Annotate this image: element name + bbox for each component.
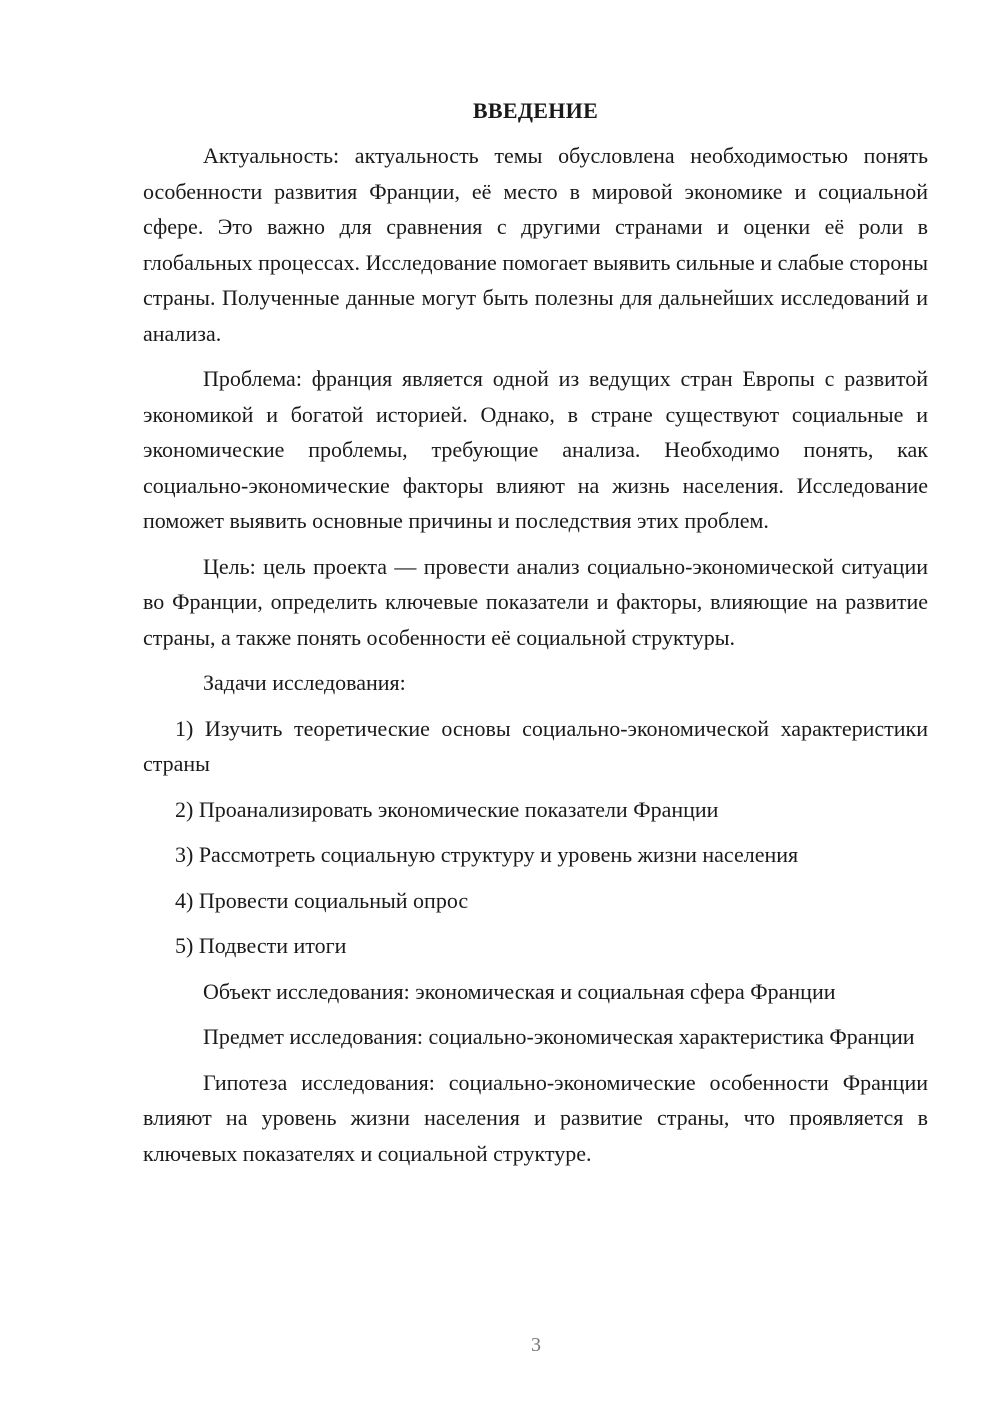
task-item: 3) Рассмотреть социальную структуру и уровень жизни населения	[175, 842, 799, 867]
relevance-paragraph: Актуальность: актуальность темы обусловлена необходимостью понять особенности развития Франции, её место в мировой экономике и социальной сфере. Это важно для сравнения с другими странами и оценки её роли в глобальных процессах. Исследование помогает выявить сильные и слабые стороны страны. Полученные данные могут быть полезны для дальнейших исследований и анализа.	[143, 143, 928, 346]
object-paragraph: Объект исследования: экономическая и социальная сфера Франции	[203, 978, 836, 1004]
page-content	[143, 93, 928, 1171]
task-item: 5) Подвести итоги	[175, 933, 347, 958]
subject-paragraph: Предмет исследования: социально-экономическая характеристика Франции	[203, 1024, 915, 1049]
task-item: 2) Проанализировать экономические показатели Франции	[175, 796, 719, 822]
goal-paragraph: Цель: цель проекта — провести анализ социально-экономической ситуации во Франции, определить ключевые показатели и факторы, влияющие на развитие страны, а также понять особенности её социальной структуры.	[143, 553, 928, 650]
problem-paragraph: Проблема: франция является одной из ведущих стран Европы с развитой экономикой и богатой историей. Однако, в стране существуют социальные и экономические проблемы, требующие анализа. Необходимо понять, как социально-экономические факторы влияют на жизнь населения. Исследование поможет выявить основные причины и последствия этих проблем.	[143, 366, 928, 533]
hypothesis-paragraph: Гипотеза исследования: социально-экономические особенности Франции влияют на уровень жизни населения и развитие страны, что проявляется в ключевых показателях и социальной структуре.	[143, 1069, 928, 1166]
task-item: 4) Провести социальный опрос	[175, 887, 469, 913]
page-number: 3	[531, 1334, 541, 1356]
tasks-list	[143, 711, 928, 964]
section-heading: ВВЕДЕНИЕ	[472, 98, 599, 123]
task-item: 1) Изучить теоретические основы социально-экономической характеристики страны	[143, 715, 928, 776]
tasks-title: Задачи исследования:	[203, 670, 406, 695]
